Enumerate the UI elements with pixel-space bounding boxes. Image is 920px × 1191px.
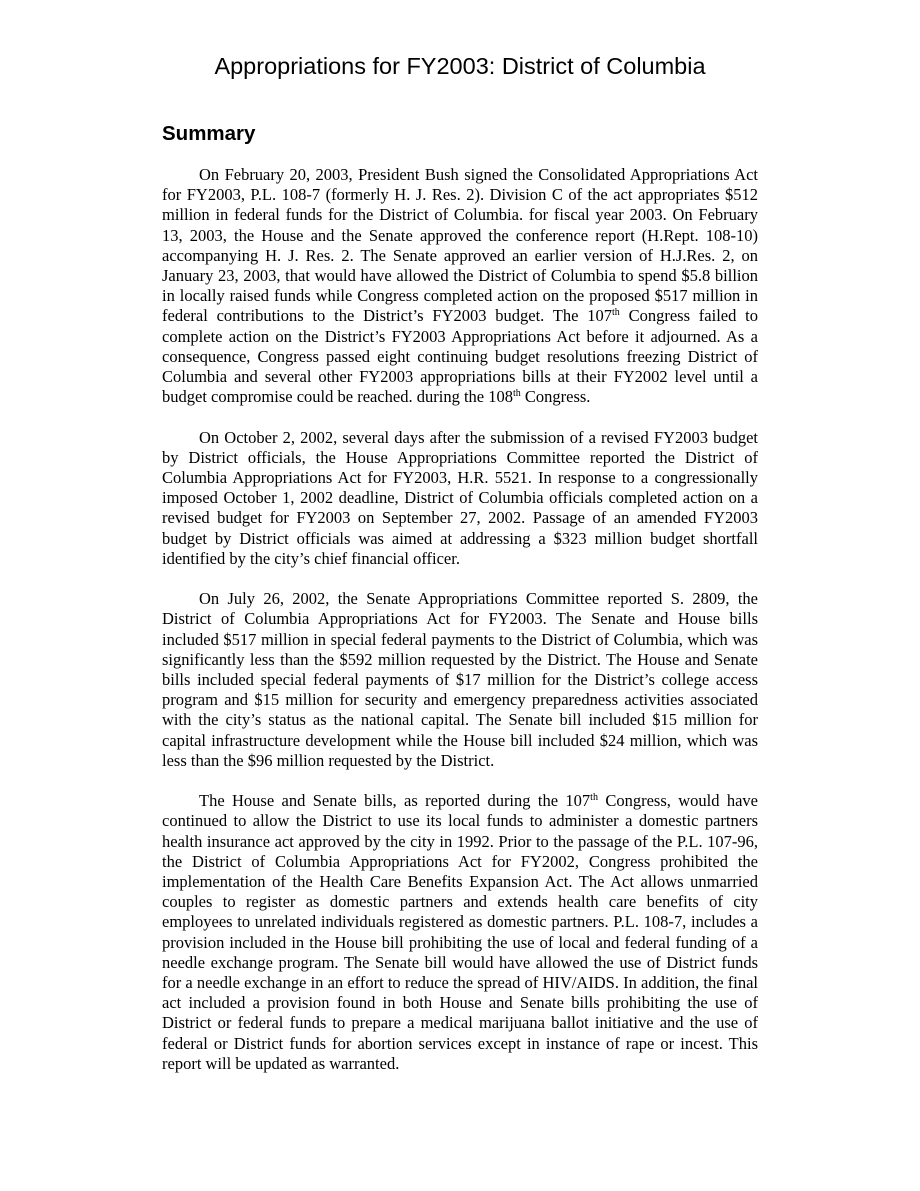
summary-paragraph-1: [162, 165, 758, 407]
paragraph-text: Congress, would have continued to allow the District to use its local funds to administer a domestic partners health insurance act approved by the city in 1992. Prior to the passage of the P.L. 107-96, the District of Columbia Appropriations Act for FY2002, Congress prohibited the implementation of the Health Care Benefits Expansion Act. The Act allows unmarried couples to register as domestic partners and extends health care benefits of city employees to unrelated individuals registered as domestic partners. P.L. 108-7, includes a provision included in the House bill prohibiting the use of local and federal funding of a needle exchange program. The Senate bill would have allowed the use of District funds for a needle exchange in an effort to reduce the spread of HIV/AIDS. In addition, the final act included a provision found in both House and Senate bills prohibiting the use of District or federal funds to prepare a medical marijuana ballot initiative and the use of federal or District funds for abortion services except in instance of rape or incest. This report will be updated as warranted.: [162, 791, 758, 1073]
summary-heading: Summary: [162, 122, 256, 145]
ordinal-suffix: th: [512, 388, 521, 400]
summary-body: [162, 165, 758, 1094]
document-title: Appropriations for FY2003: District of Columbia: [214, 53, 706, 79]
summary-paragraph-4: [162, 791, 758, 1074]
paragraph-text: On February 20, 2003, President Bush signed the Consolidated Appropriations Act for FY2003, P.L. 108-7 (formerly H. J. Res. 2). Division C of the act appropriates $512 million in federal funds for the District of Columbia. for fiscal year 2003. On February 13, 2003, the House and the Senate approved the conference report (H.Rept. 108-10) accompanying H. J. Res. 2. The Senate approved an earlier version of H.J.Res. 2, on January 23, 2003, that would have allowed the District of Columbia to spend $5.8 billion in locally raised funds while Congress completed action on the proposed $517 million in federal contributions to the District’s FY2003 budget. The 107: [162, 165, 758, 326]
summary-paragraph-2: On October 2, 2002, several days after the submission of a revised FY2003 budget by District officials, the House Appropriations Committee reported the District of Columbia Appropriations Act for FY2003, H.R. 5521. In response to a congressionally imposed October 1, 2002 deadline, District of Columbia officials completed action on a revised budget for FY2003 on September 27, 2002. Passage of an amended FY2003 budget by District officials was aimed at addressing a $323 million budget shortfall identified by the city’s chief financial officer.: [162, 427, 758, 568]
paragraph-text: Congress failed to complete action on the District’s FY2003 Appropriations Act before it adjourned. As a consequence, Congress passed eight continuing budget resolutions freezing District of Columbia and several other FY2003 appropriations bills at their FY2002 level until a budget compromise could be reached. during the 108: [162, 306, 758, 407]
paragraph-text: Congress.: [520, 387, 591, 407]
ordinal-suffix: th: [612, 307, 620, 319]
summary-paragraph-3: On July 26, 2002, the Senate Appropriations Committee reported S. 2809, the District of Columbia Appropriations Act for FY2003. The Senate and House bills included $517 million in special federal payments to the District of Columbia, which was significantly less than the $592 million requested by the District. The House and Senate bills included special federal payments of $17 million for the District’s college access program and $15 million for security and emergency preparedness activities associated with the city’s status as the national capital. The Senate bill included $15 million for capital infrastructure development while the House bill included $24 million, which was less than the $96 million requested by the District.: [162, 589, 758, 770]
paragraph-text: The House and Senate bills, as reported during the 107: [199, 791, 591, 811]
ordinal-suffix: th: [590, 792, 598, 804]
